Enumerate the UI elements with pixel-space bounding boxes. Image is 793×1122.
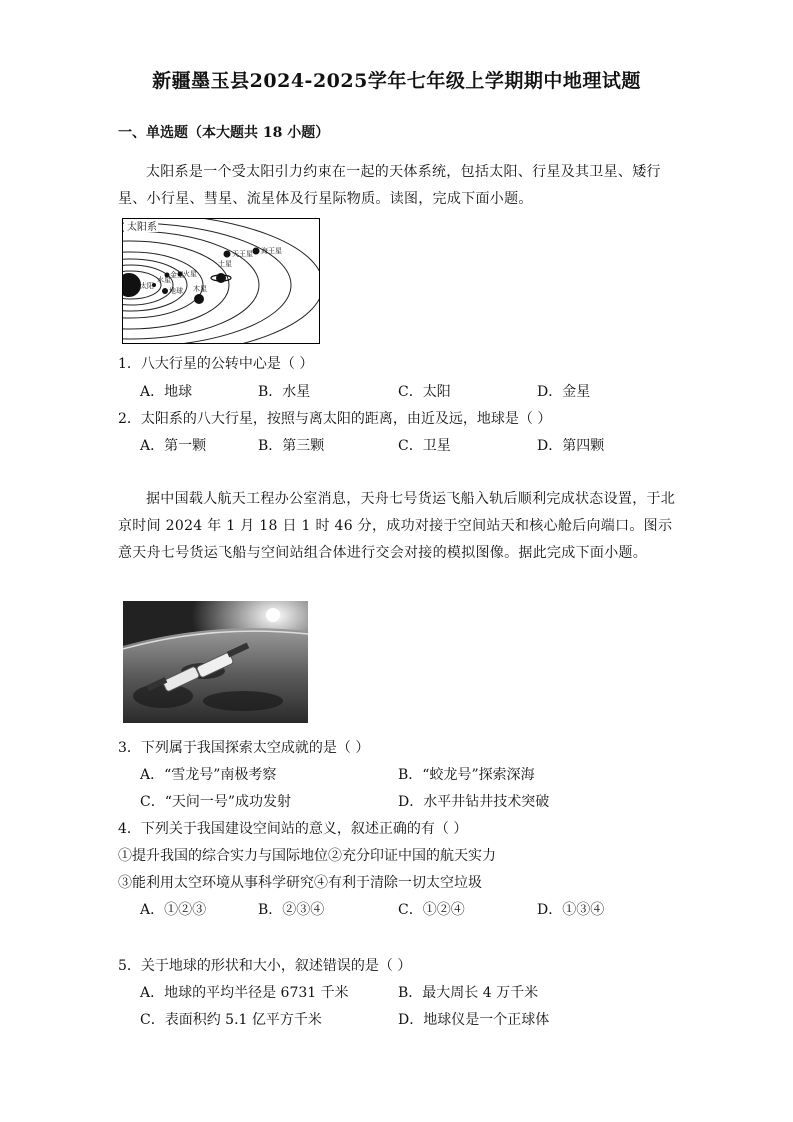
passage-solar-system: 太阳系是一个受太阳引力约束在一起的天体系统，包括太阳、行星及其卫星、矮行星、小行星、彗星、流星体及行星际物质。读图，完成下面小题。 <box>118 164 661 207</box>
space-station-figure <box>123 601 308 723</box>
q3-option-a[interactable]: A．“雪龙号”南极考察 <box>140 767 277 783</box>
jupiter-icon <box>194 294 204 304</box>
q4-option-a[interactable]: A．①②③ <box>140 902 207 918</box>
sun-icon <box>123 273 141 297</box>
question-3-stem: 3．下列属于我国探索太空成就的是（ ） <box>118 740 370 756</box>
q4-option-c[interactable]: C．①②④ <box>398 902 465 918</box>
mars-label: 火星 <box>183 270 197 278</box>
question-4-statements-1: ①提升我国的综合实力与国际地位②充分印证中国的航天实力 <box>118 848 496 864</box>
q2-option-a[interactable]: A．第一颗 <box>140 438 207 454</box>
q1-option-c[interactable]: C．太阳 <box>398 384 451 400</box>
q1-option-a[interactable]: A．地球 <box>140 384 193 400</box>
uranus-label: 天王星 <box>232 250 253 258</box>
uranus-icon <box>224 251 231 258</box>
q1-option-d[interactable]: D．金星 <box>537 384 591 400</box>
q2-option-d[interactable]: D．第四颗 <box>537 438 605 454</box>
q2-option-c[interactable]: C．卫星 <box>398 438 451 454</box>
mercury-label: 水星 <box>157 276 171 284</box>
q2-option-b[interactable]: B．第三颗 <box>258 438 325 454</box>
q5-option-c[interactable]: C．表面积约 5.1 亿平方千米 <box>140 1012 322 1028</box>
earth-label: 地球 <box>169 287 183 295</box>
q5-option-d[interactable]: D．地球仪是一个正球体 <box>398 1012 550 1028</box>
document-title: 新疆墨玉县2024-2025学年七年级上学期期中地理试题 <box>152 70 641 92</box>
q4-option-b[interactable]: B．②③④ <box>258 902 325 918</box>
question-4-stem: 4．下列关于我国建设空间站的意义，叙述正确的有（ ） <box>118 821 468 837</box>
figure-label: 太阳系 <box>127 222 157 233</box>
question-5-stem: 5．关于地球的形状和大小，叙述错误的是（ ） <box>118 958 412 974</box>
q5-option-b[interactable]: B．最大周长 4 万千米 <box>398 985 539 1001</box>
space-station-image <box>123 601 308 723</box>
sun-label: 太阳 <box>140 282 154 290</box>
venus-label: 金星 <box>170 271 184 279</box>
q5-option-a[interactable]: A．地球的平均半径是 6731 千米 <box>140 985 349 1001</box>
jupiter-label: 木星 <box>193 285 207 293</box>
question-1-stem: 1．八大行星的公转中心是（ ） <box>118 356 314 372</box>
q3-option-b[interactable]: B．“蛟龙号”探索深海 <box>398 767 535 783</box>
earth-icon <box>162 288 168 294</box>
q3-option-c[interactable]: C．“天问一号”成功发射 <box>140 794 292 810</box>
neptune-label: 海王星 <box>261 247 282 255</box>
q4-option-d[interactable]: D．①③④ <box>537 902 605 918</box>
passage-space-station: 据中国载人航天工程办公室消息，天舟七号货运飞船入轨后顺利完成状态设置，于北京时间 2024 年 1 月 18 日 1 时 46 分，成功对接于空间站天和核心舱后向端口。图示意天舟七号货运飞船与空间站组合体进行交会对接的模拟图像。据此完成下面小题。 <box>118 491 676 561</box>
section-heading: 一、单选题（本大题共 18 小题） <box>118 125 330 141</box>
q1-option-b[interactable]: B．水星 <box>258 384 311 400</box>
q3-option-d[interactable]: D．水平井钻井技术突破 <box>398 794 550 810</box>
solar-system-figure <box>122 218 320 344</box>
solar-system-diagram <box>123 219 319 343</box>
saturn-label: 土星 <box>218 260 232 268</box>
question-2-stem: 2．太阳系的八大行星，按照与离太阳的距离，由近及远，地球是（ ） <box>118 411 552 427</box>
neptune-icon <box>253 248 260 255</box>
question-4-statements-2: ③能利用太空环境从事科学研究④有利于清除一切太空垃圾 <box>118 875 482 891</box>
